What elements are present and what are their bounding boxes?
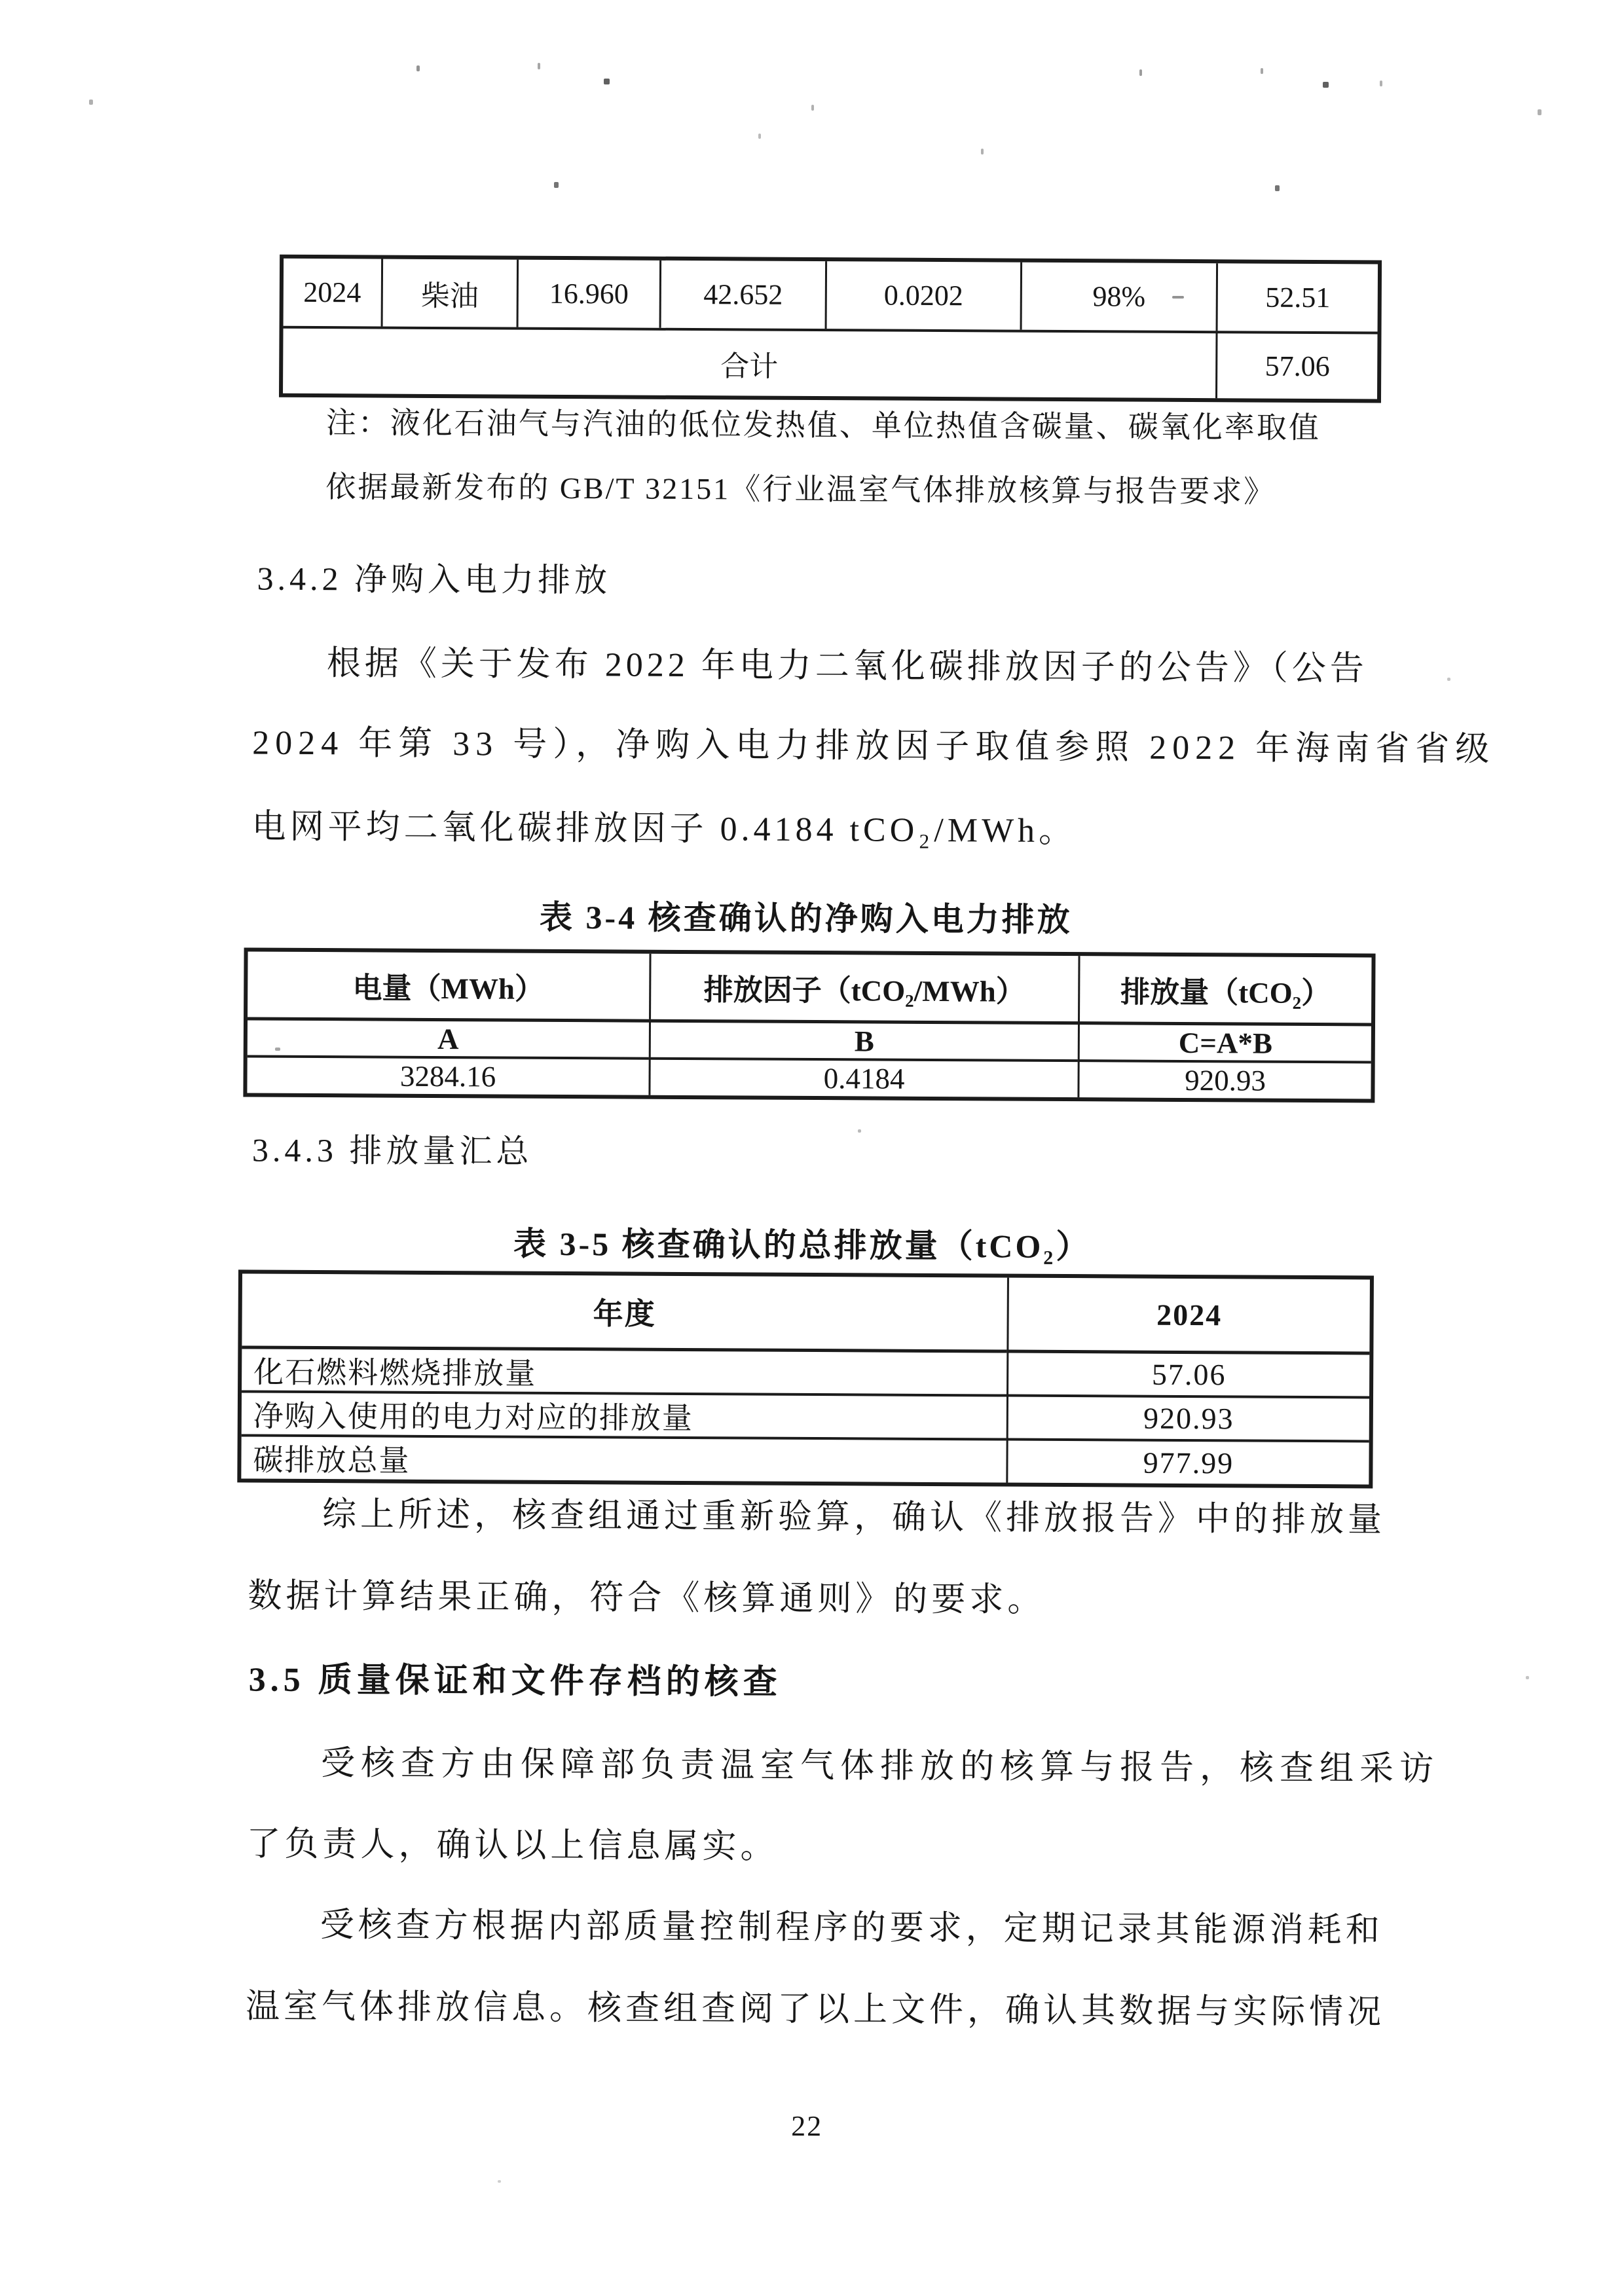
scan-speck <box>498 2180 501 2183</box>
t35-row-label: 化石燃料燃烧排放量 <box>242 1345 1006 1394</box>
fuel-year-cell: 2024 <box>303 276 361 309</box>
t35-header-year-value: 2024 <box>1006 1278 1370 1352</box>
scan-speck <box>1172 296 1184 299</box>
scan-speck <box>416 65 420 71</box>
section-3-4-3-heading: 3.4.3 排放量汇总 <box>251 1131 533 1170</box>
fuel-oxidation-cell: 98% <box>1020 263 1217 331</box>
fuel-total-value-cell: 57.06 <box>1215 331 1378 399</box>
t34-formula-c: C=A*B <box>1078 1021 1371 1061</box>
scan-speck <box>1139 69 1142 76</box>
scan-speck <box>1275 185 1280 191</box>
table-note-line2: 依据最新发布的 GB/T 32151《行业温室气体排放核算与报告要求》 <box>325 470 1276 509</box>
scan-speck <box>1261 68 1263 74</box>
t34-value-c: 920.93 <box>1077 1059 1371 1099</box>
fuel-total-label-cell: 合计 <box>283 326 1216 398</box>
fuel-emission-cell: 52.51 <box>1216 263 1378 331</box>
t35-header-year-label: 年度 <box>593 1297 656 1331</box>
t34-value-b: 0.4184 <box>648 1057 1077 1097</box>
page-number: 22 <box>791 2109 823 2143</box>
scan-speck <box>604 79 610 84</box>
fuel-type-cell: 柴油 <box>381 259 517 327</box>
table-3-5-title: 表 3-5 核查确认的总排放量（tCO₂） <box>513 1225 1092 1266</box>
paragraph-line: 了负责人，确认以上信息属实。 <box>246 1825 779 1866</box>
paragraph-line: 电网平均二氧化碳排放因子 0.4184 tCO₂/MWh。 <box>251 808 1077 850</box>
table-3-4-title: 表 3-4 核查确认的净购入电力排放 <box>539 898 1073 939</box>
paragraph-line: 数据计算结果正确，符合《核算通则》的要求。 <box>248 1577 1046 1619</box>
table-3-4 <box>243 947 1375 1102</box>
t34-value-a: 3284.16 <box>247 1055 648 1095</box>
t34-header-factor: 排放因子（tCO₂/MWh） <box>649 954 1079 1021</box>
scan-speck <box>275 1048 280 1051</box>
scan-speck <box>1323 82 1329 88</box>
t34-formula-b: B <box>649 1019 1078 1059</box>
fuel-emission-table <box>279 255 1382 403</box>
scan-speck <box>858 1129 861 1133</box>
scan-speck <box>981 149 984 155</box>
t34-formula-a: A <box>248 1017 649 1057</box>
section-3-5-heading: 3.5 质量保证和文件存档的核查 <box>248 1661 782 1702</box>
fuel-carbon-cell: 0.0202 <box>825 261 1021 330</box>
scan-speck <box>1447 678 1450 681</box>
t35-row-value: 57.06 <box>1006 1350 1369 1396</box>
table-3-5 <box>237 1269 1374 1488</box>
paragraph-line: 受核查方由保障部负责温室气体排放的核算与报告，核查组采访 <box>320 1745 1440 1789</box>
scan-speck <box>1538 109 1541 115</box>
t35-row-value: 920.93 <box>1006 1394 1369 1440</box>
fuel-ncv-cell: 42.652 <box>659 261 826 329</box>
table-note-line1: 注：液化石油气与汽油的低位发热值、单位热值含碳量、碳氧化率取值 <box>325 406 1321 445</box>
scan-speck <box>554 182 559 188</box>
paragraph-line: 温室气体排放信息。核查组查阅了以上文件，确认其数据与实际情况 <box>245 1988 1386 2032</box>
paragraph-line: 根据《关于发布 2022 年电力二氧化碳排放因子的公告》（公告 <box>326 645 1369 688</box>
paragraph-line: 2024 年第 33 号），净购入电力排放因子取值参照 2022 年海南省省级 <box>252 724 1496 769</box>
section-3-4-2-heading: 3.4.2 净购入电力排放 <box>257 560 612 599</box>
t34-header-electricity: 电量（MWh） <box>352 971 545 1006</box>
scan-speck <box>538 63 540 69</box>
t34-header-emission: 排放量（tCO₂） <box>1078 956 1372 1023</box>
t35-row-label: 净购入使用的电力对应的排放量 <box>242 1390 1006 1438</box>
scan-speck <box>1380 81 1382 86</box>
scan-speck <box>89 100 93 105</box>
paragraph-line: 受核查方根据内部质量控制程序的要求，定期记录其能源消耗和 <box>320 1906 1384 1950</box>
paragraph-line: 综上所述，核查组通过重新验算，确认《排放报告》中的排放量 <box>322 1496 1386 1539</box>
fuel-consumption-cell: 16.960 <box>517 260 660 328</box>
scan-speck <box>1526 1676 1529 1679</box>
t35-row-label: 碳排放总量 <box>241 1434 1006 1482</box>
scan-speck <box>811 105 814 111</box>
scan-speck <box>758 134 761 139</box>
t35-row-value: 977.99 <box>1006 1438 1369 1485</box>
